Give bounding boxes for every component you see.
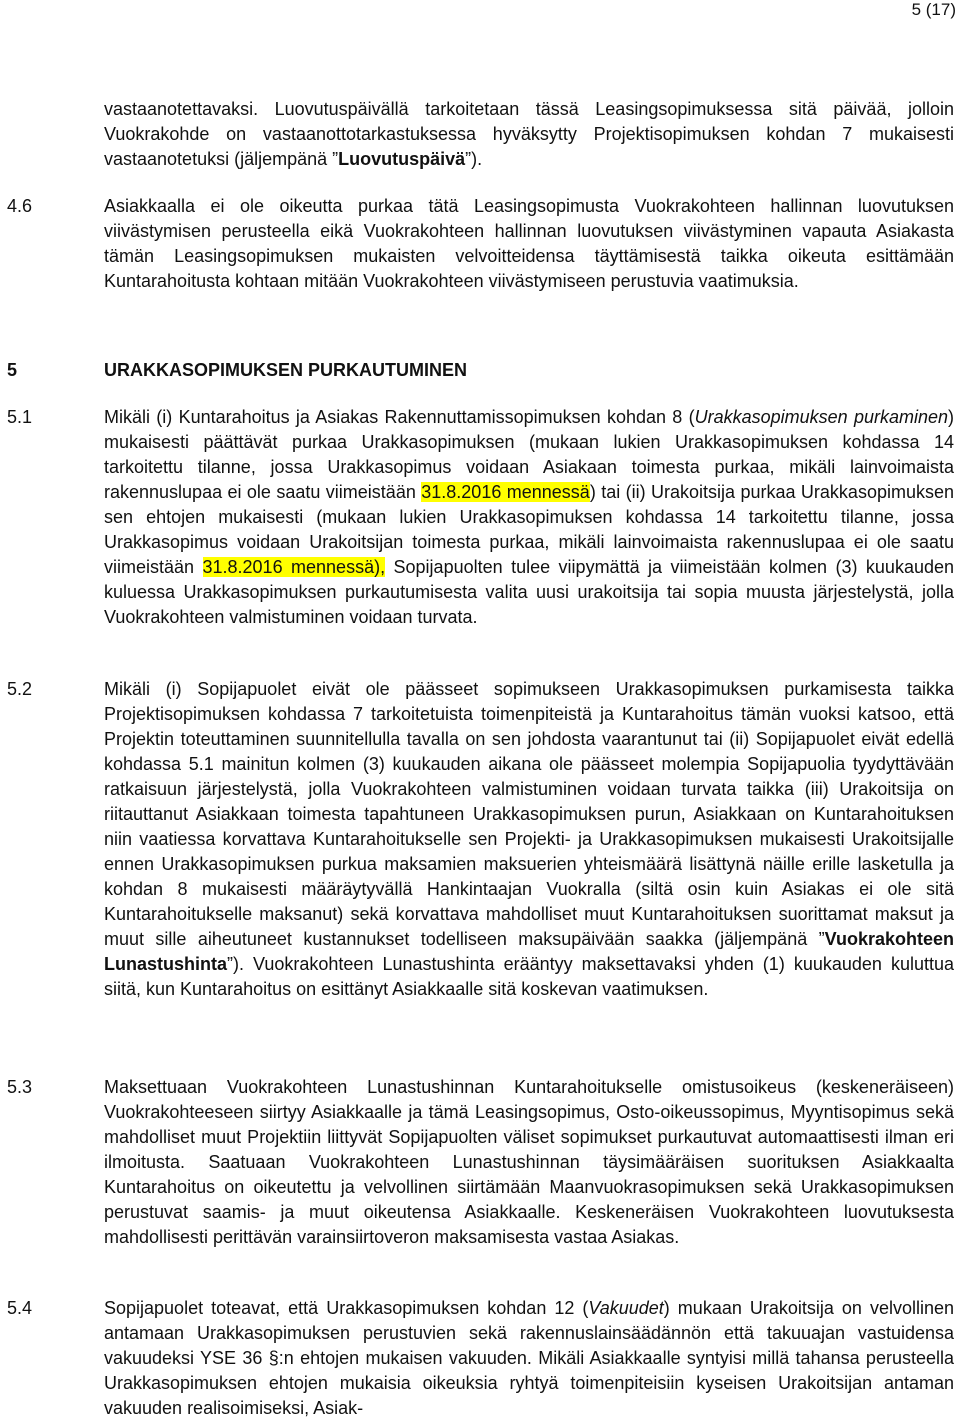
section-5-1-text: Mikäli (i) Kuntarahoitus ja Asiakas Rakennuttamissopimuksen kohdan 8 (Urakkasopimuksen purkaminen) mukaisesti päättävät purkaa Urakkasopimuksen (mukaan lukien Urakkasopimuksen kohdassa 14 tarkoitettu tilanne, jossa Urakkasopimus voidaan Asiakaan toimesta purkaa, mikäli lainvoimaista rakennuslupaa ei ole saatu viimeistään 31.8.2016 mennessä) tai (ii) Urakoitsija purkaa Urakkasopimuksen sen ehtojen mukaisesti (mukaan lukien Urakkasopimuksen kohdassa 14 tarkoitettu tilanne, jossa Urakkasopimus voidaan Urakoitsijan toimesta purkaa, mikäli lainvoimaista rakennuslupaa ei ole saatu viimeistään 31.8.2016 mennessä), Sopijapuolten tulee viipymättä ja viimeistään kolmen (3) kuukauden kuluessa Urakkasopimuksen purkautumisesta valita uusi urakoitsija tai sopia muusta järjestelystä, jolla Vuokrakohteen valmistuminen voidaan turvata. <box>104 407 954 627</box>
term-lunastushinta: Vuokrakohteen Lunastushinta <box>104 929 954 974</box>
section-number-5-2: 5.2 <box>7 679 33 699</box>
carry-over-paragraph: vastaanotettavaksi. Luovutuspäivällä tarkoitetaan tässä Leasingsopimuksessa sitä päivää, jolloin Vuokrakohde on vastaanottotarkastuksessa hyväksytty Projektisopimuksen kohdan 7 mukaisesti vastaanotetuksi (jäljempänä ”Luovutuspäivä”). <box>104 99 954 169</box>
highlight-date: 31.8.2016 mennessä <box>421 482 590 502</box>
page-number: 5 (17) <box>911 0 956 19</box>
section-heading-5: 5 URAKKASOPIMUKSEN PURKAUTUMINEN <box>7 360 468 380</box>
term-luovutuspaiva: Luovutuspäivä <box>338 149 466 169</box>
section-5-4-text: Sopijapuolet toteavat, että Urakkasopimuksen kohdan 12 (Vakuudet) mukaan Urakoitsija on velvollinen antamaan Urakkasopimuksen perustuvien sekä rakennuslainsäädännön että takuuajan vastuidensa vakuudeksi YSE 36 §:n ehtojen mukaisen vakuuden. Mikäli Asiakkaalle syntyisi millä tahansa perusteella Urakkasopimuksen ehtojen mukaisia oikeuksia ryhtyä toimenpiteisiin kyseisen Urakoitsijan antaman vakuuden realisoimiseksi, Asiak- <box>104 1298 954 1418</box>
section-number-5-4: 5.4 <box>7 1298 33 1318</box>
section-5-3-text: Maksettuaan Vuokrakohteen Lunastushinnan Kuntarahoitukselle omistusoikeus (keskeneräiseen) Vuokrakohteeseen siirtyy Asiakkaalle ja tämä Leasingsopimus, Osto-oikeussopimus, Myyntisopimus sekä mahdolliset muut Projektiin liittyvät Sopijapuolten väliset sopimukset purkautuvat automaattisesti ilman eri ilmoitusta. Saatuaan Vuokrakohteen Lunastushinnan täysimääräisen suorituksen Asiakkaalta Kuntarahoitus on oikeutettu ja velvollinen siirtämään Maanvuokrasopimuksen sekä Urakkasopimuksen perustuvat saamis- ja muut oikeutensa Asiakkaalle. Keskeneräisen Vuokrakohteen luovutuksesta mahdollisesti perittävän varainsiirtoveron maksamisesta vastaa Asiakas. <box>104 1077 954 1247</box>
section-number-5-3: 5.3 <box>7 1077 33 1097</box>
section-number-5-1: 5.1 <box>7 407 33 427</box>
section-4-6-text: Asiakkaalla ei ole oikeutta purkaa tätä Leasingsopimusta Vuokrakohteen hallinnan luovutuksen viivästymisen perusteella eikä Vuokrakohteen hallinnan luovutuksen viivästyminen vapauta Asiakasta tämän Leasingsopimuksen mukaisten velvoitteidensa täyttämisestä taikka oikeuta esittämään Kuntarahoitusta kohtaan mitään Vuokrakohteen viivästymiseen perustuvia vaatimuksia. <box>104 196 954 291</box>
section-number-4-6: 4.6 <box>7 196 33 216</box>
highlight-date: 31.8.2016 mennessä), <box>202 557 386 577</box>
section-5-2-text: Mikäli (i) Sopijapuolet eivät ole päässeet sopimukseen Urakkasopimuksen purkamisesta taikka Projektisopimuksen kohdassa 7 tarkoitetuista toimenpiteistä ja Kuntarahoitus tämän vuoksi katsoo, että Projektin toteuttaminen suunnitellulla tavalla on sen johdosta vaarantunut tai (ii) Sopijapuolet eivät edellä kohdassa 5.1 mainitun kolmen (3) kuukauden aikana ole päässeet molempia Sopijapuolia tyydyttävään ratkaisuun järjestelystä, jolla Vuokrakohteen valmistuminen voidaan turvata taikka (iii) Urakoitsija on riitauttanut Asiakkaan toimesta tapahtuneen Urakkasopimuksen purun, Asiakkaan on Kuntarahoituksen niin vaatiessa korvattava Kuntarahoitukselle sen Projekti- ja Urakkasopimuksen mukaisesti Urakoitsijalle ennen Urakkasopimuksen purkua maksamien maksuerien yhteismäärä lisättynä näille erille lasketulla ja kohdan 8 mukaisesti määräytyvällä Hankintaajan Vuokralla (siltä osin kuin Asiakas ei ole sitä Kuntarahoitukselle maksanut) sekä korvattava mahdolliset muut Kuntarahoituksen suorittamat maksut ja muut sille aiheutuneet kustannukset todelliseen maksupäivään saakka (jäljempänä ”Vuokrakohteen Lunastushinta”). Vuokrakohteen Lunastushinta erääntyy maksettavaksi yhden (1) kuukauden kuluttua siitä, kun Kuntarahoitus on esittänyt Asiakkaalle sitä koskevan vaatimuksen. <box>104 679 954 999</box>
